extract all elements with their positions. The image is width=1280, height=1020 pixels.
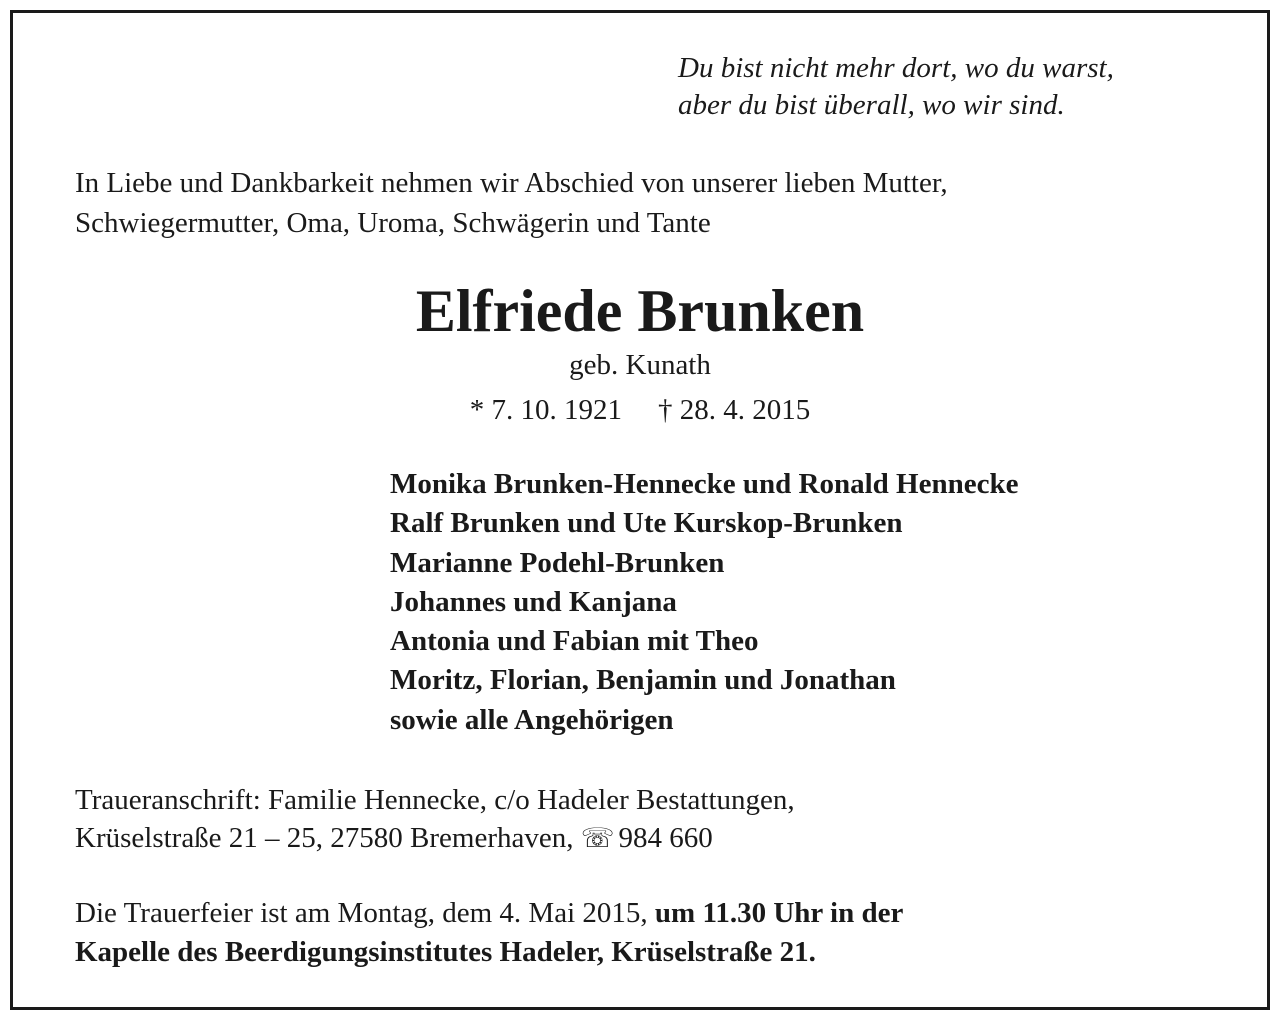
address-street: Krüselstraße 21 – 25, 27580 Bremerhaven, (75, 822, 574, 854)
ceremony-line (75, 894, 903, 933)
death-date: † 28. 4. 2015 (658, 394, 811, 426)
life-dates (0, 391, 1280, 429)
mourner-line: Johannes und Kanjana (390, 585, 677, 618)
phone-number: 984 660 (618, 822, 713, 854)
deceased-name: Elfriede Brunken (415, 278, 865, 344)
mourning-address (75, 781, 795, 857)
motto-line: Du bist nicht mehr dort, wo du warst, (678, 52, 1114, 84)
mourner-line: sowie alle Angehörigen (390, 703, 674, 736)
mourner-line: Ralf Brunken und Ute Kurskop-Brunken (390, 507, 903, 540)
intro-line: Schwiegermutter, Oma, Uroma, Schwägerin und Tante (75, 207, 711, 239)
intro-text (75, 163, 948, 243)
mourner-line: Monika Brunken-Hennecke und Ronald Hennecke (390, 468, 1019, 500)
address-line (75, 819, 795, 857)
funeral-ceremony-info (75, 894, 903, 972)
phone-icon: ☏ (580, 823, 615, 853)
motto-quote (678, 50, 1114, 124)
address-line: Traueranschrift: Familie Hennecke, c/o Hadeler Bestattungen, (75, 784, 795, 816)
maiden-name: geb. Kunath (569, 349, 711, 381)
mourners-list (390, 465, 1018, 740)
motto-line: aber du bist überall, wo wir sind. (678, 89, 1065, 121)
mourner-line: Antonia und Fabian mit Theo (390, 625, 759, 658)
ceremony-location: Kapelle des Beerdigungsinstitutes Hadeler, Krüselstraße 21. (75, 936, 816, 968)
ceremony-time-text: um 11.30 Uhr in der (654, 897, 904, 929)
ceremony-date-text: Die Trauerfeier ist am Montag, dem 4. Mai 2015, (75, 897, 655, 929)
mourner-line: Marianne Podehl-Brunken (390, 546, 725, 579)
intro-line: In Liebe und Dankbarkeit nehmen wir Abschied von unserer lieben Mutter, (75, 167, 948, 199)
birth-date: * 7. 10. 1921 (469, 394, 622, 426)
mourner-line: Moritz, Florian, Benjamin und Jonathan (390, 664, 896, 697)
